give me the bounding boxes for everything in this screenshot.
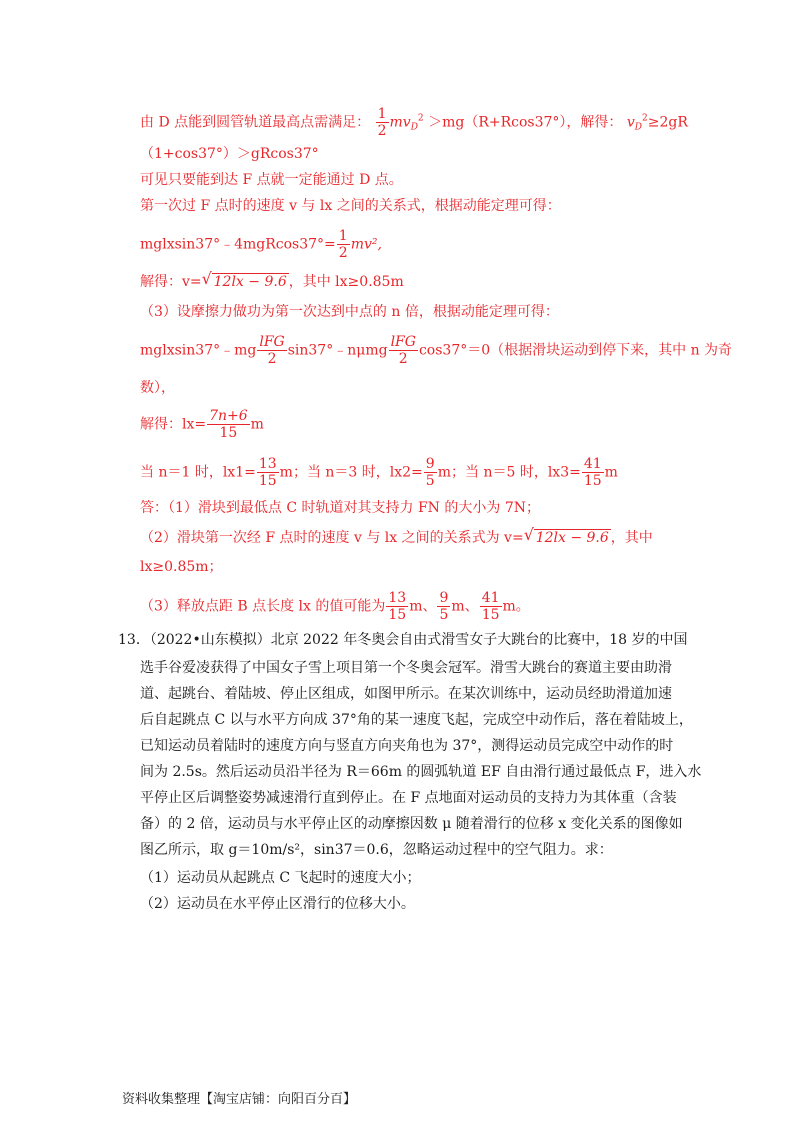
solution-line-7: （3）设摩擦力做功为第一次达到中点的 n 倍，根据动能定理可得： bbox=[140, 304, 559, 320]
problem-line-6: 间为 2.5s。然后运动员沿半径为 R＝66m 的圆弧轨道 EF 自由滑行通过最低点 F，进入水 bbox=[140, 764, 702, 780]
problem-line-4: 后自起跳点 C 以与水平方向成 37°角的某一速度飞起，完成空中动作后，落在着陆坡上， bbox=[140, 712, 693, 728]
solution-line-1: 由 D 点能到圆管轨道最高点需满足： $\frac{1}{2}$ $mv_D^2 >mg(R+Rcos37^\circ)$，解得： $v_D^2\ge 2gR$ bbox=[140, 106, 688, 139]
problem-line-1: 13．（2022•山东模拟）北京 2022 年冬奥会自由式滑雪女子大跳台的比赛中，18 岁的中国 bbox=[118, 632, 688, 648]
solution-line-2: （1+cos37°）＞gRcos37° bbox=[140, 146, 319, 162]
solution-line-10: 解得：lx= $\frac{7n+6}{15}$ m bbox=[140, 408, 264, 441]
answer-line-1: 答：（1）滑块到最低点 C 时轨道对其支持力 FN 的大小为 7N； bbox=[140, 500, 540, 516]
problem-line-5: 已知运动员着陆时的速度方向与竖直方向夹角也为 37°，测得运动员完成空中动作的时 bbox=[140, 738, 674, 754]
problem-line-9: 图乙所示，取 g＝10m/s²，sin37＝0.6，忽略运动过程中的空气阻力。求： bbox=[140, 842, 613, 858]
solution-line-9: 数）， bbox=[140, 380, 175, 396]
question-part-2: （2）运动员在水平停止区滑行的位移大小。 bbox=[140, 896, 415, 912]
page-footer: 资料收集整理【淘宝店铺：向阳百分百】 bbox=[122, 1092, 357, 1107]
solution-line-11: 当 n＝1 时，lx1= $\frac{13}{15}$ m；当 n＝3 时，lx2= $\frac{9}{5}$ m；当 n＝5 时，lx3= $\frac{41}{15}$ m bbox=[140, 456, 618, 489]
answer-line-3: lx≥0.85m； bbox=[140, 559, 223, 575]
problem-line-8: 备）的 2 倍，运动员与水平停止区的动摩擦因数 μ 随着滑行的位移 x 变化关系的图像如 bbox=[140, 816, 683, 832]
problem-line-2: 选手谷爱凌获得了中国女子雪上项目第一个冬奥会冠军。滑雪大跳台的赛道主要由助滑 bbox=[140, 660, 672, 676]
solution-line-3: 可见只要能到达 F 点就一定能通过 D 点。 bbox=[140, 172, 403, 188]
answer-line-2: （2）滑块第一次经 F 点时的速度 v 与 lx 之间的关系式为 v=√ 12lx − 9.6 ，其中 bbox=[140, 528, 653, 548]
question-part-1: （1）运动员从起跳点 C 飞起时的速度大小； bbox=[140, 870, 421, 886]
problem-line-7: 平停止区后调整姿势减速滑行直到停止。在 F 点地面对运动员的支持力为其体重（含装 bbox=[140, 790, 677, 806]
solution-line-8: mglxsin37°﹣mg $\frac{\text{lFG}}{2}$ sin37°﹣nμmg $\frac{\text{lFG}}{2}$ cos37°＝0（根据滑块运动到停下来，其中 n 为奇 bbox=[140, 334, 733, 367]
problem-line-3: 道、起跳台、着陆坡、停止区组成，如图甲所示。在某次训练中，运动员经助滑道加速 bbox=[140, 686, 672, 702]
solution-line-4: 第一次过 F 点时的速度 v 与 lx 之间的关系式，根据动能定理可得： bbox=[140, 198, 561, 214]
answer-line-4: （3）释放点距 B 点长度 lx 的值可能为 $\frac{13}{15}$ m、 $\frac{9}{5}$ m、 $\frac{41}{15}$ m。 bbox=[140, 590, 530, 623]
solution-line-6: 解得：v=√ 12lx − 9.6 ，其中 lx≥0.85m bbox=[140, 272, 404, 292]
half-fraction: $\frac{1}{2}$ bbox=[377, 106, 387, 139]
solution-line-5: mglxsin37°﹣4mgRcos37°= $\frac{1}{2}$ mv², bbox=[140, 228, 382, 261]
